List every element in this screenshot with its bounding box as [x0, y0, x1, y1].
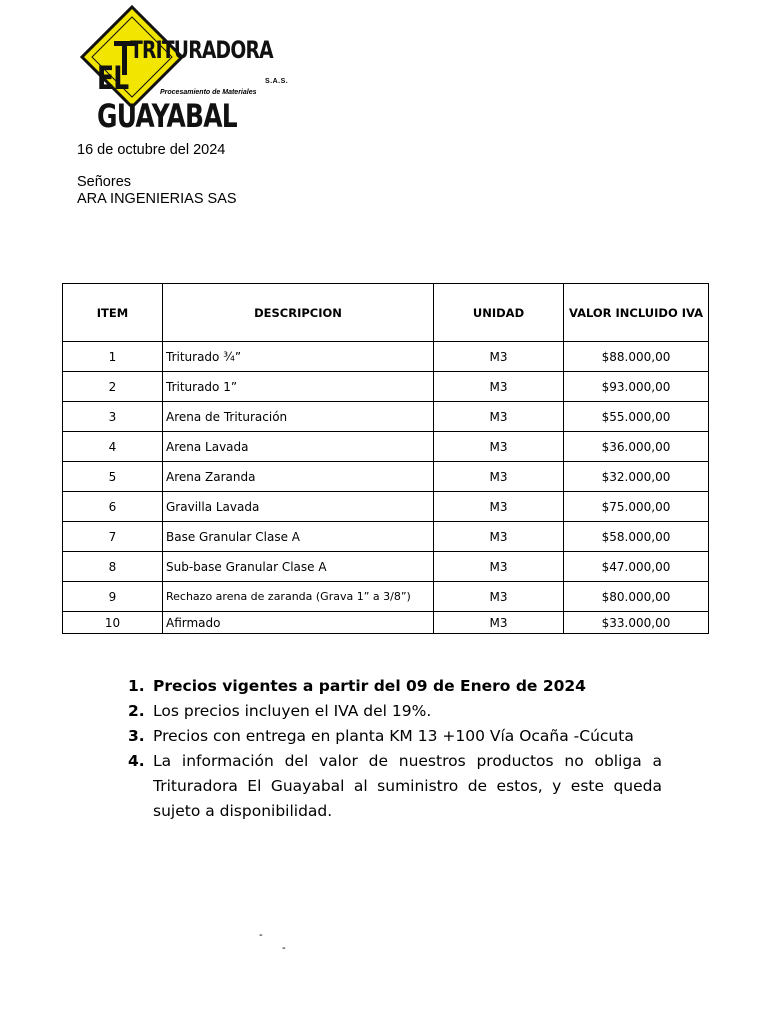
table-row	[63, 492, 709, 522]
cell-description: Afirmado	[163, 612, 434, 634]
cell-item: 2	[63, 372, 163, 402]
cell-value: $33.000,00	[564, 612, 709, 634]
cell-item: 4	[63, 432, 163, 462]
table-header-row	[63, 284, 709, 342]
price-table	[62, 283, 709, 634]
column-header-item: ITEM	[63, 284, 163, 342]
cell-unit: M3	[434, 402, 564, 432]
column-header-unit: UNIDAD	[434, 284, 564, 342]
cell-item: 5	[63, 462, 163, 492]
cell-description: Rechazo arena de zaranda (Grava 1” a 3/8”)	[163, 582, 434, 612]
note-number: 2.	[128, 702, 145, 720]
cell-item: 3	[63, 402, 163, 432]
column-header-description: DESCRIPCION	[163, 284, 434, 342]
note-text: Precios vigentes a partir del 09 de Enero de 2024	[153, 677, 586, 695]
cell-description: Arena de Trituración	[163, 402, 434, 432]
note-text: Precios con entrega en planta KM 13 +100 Vía Ocaña -Cúcuta	[153, 727, 634, 745]
table-row	[63, 432, 709, 462]
letter-salutation: Señores	[77, 174, 132, 190]
cell-value: $88.000,00	[564, 342, 709, 372]
note-number: 4.	[128, 752, 145, 770]
footer-mark: -	[259, 929, 263, 941]
notes-list	[124, 674, 662, 824]
cell-item: 1	[63, 342, 163, 372]
note-text: Los precios incluyen el IVA del 19%.	[153, 702, 432, 720]
company-logo	[80, 5, 295, 135]
cell-value: $36.000,00	[564, 432, 709, 462]
cell-value: $93.000,00	[564, 372, 709, 402]
note-item	[124, 674, 662, 699]
table-row	[63, 372, 709, 402]
cell-unit: M3	[434, 582, 564, 612]
cell-unit: M3	[434, 342, 564, 372]
cell-unit: M3	[434, 432, 564, 462]
cell-value: $55.000,00	[564, 402, 709, 432]
table-row	[63, 522, 709, 552]
cell-item: 10	[63, 612, 163, 634]
table-row	[63, 582, 709, 612]
logo-suffix: S.A.S.	[265, 78, 289, 85]
cell-value: $75.000,00	[564, 492, 709, 522]
table-row	[63, 342, 709, 372]
cell-item: 7	[63, 522, 163, 552]
cell-description: Arena Lavada	[163, 432, 434, 462]
cell-description: Arena Zaranda	[163, 462, 434, 492]
cell-value: $32.000,00	[564, 462, 709, 492]
cell-unit: M3	[434, 612, 564, 634]
cell-unit: M3	[434, 522, 564, 552]
cell-value: $58.000,00	[564, 522, 709, 552]
note-item	[124, 699, 662, 724]
note-number: 3.	[128, 727, 145, 745]
cell-unit: M3	[434, 372, 564, 402]
cell-item: 9	[63, 582, 163, 612]
cell-unit: M3	[434, 462, 564, 492]
cell-item: 8	[63, 552, 163, 582]
cell-description: Base Granular Clase A	[163, 522, 434, 552]
note-number: 1.	[128, 677, 145, 695]
column-header-value: VALOR INCLUIDO IVA	[564, 284, 709, 342]
table-row	[63, 552, 709, 582]
cell-unit: M3	[434, 552, 564, 582]
note-text: La información del valor de nuestros productos no obliga a Trituradora El Guayabal al suministro de estos, y este queda sujeto a disponibilidad.	[153, 752, 662, 820]
footer-mark: -	[282, 942, 286, 954]
note-item	[124, 724, 662, 749]
note-item	[124, 749, 662, 824]
logo-tagline: Procesamiento de Materiales	[160, 89, 257, 96]
table-row	[63, 462, 709, 492]
letter-recipient: ARA INGENIERIAS SAS	[77, 191, 237, 207]
logo-line-2: EL GUAYABAL	[97, 59, 237, 135]
cell-value: $80.000,00	[564, 582, 709, 612]
logo-line-1: TRITURADORA	[130, 36, 273, 64]
cell-description: Triturado ¾”	[163, 342, 434, 372]
cell-description: Gravilla Lavada	[163, 492, 434, 522]
cell-value: $47.000,00	[564, 552, 709, 582]
cell-description: Sub-base Granular Clase A	[163, 552, 434, 582]
letter-date: 16 de octubre del 2024	[77, 142, 226, 158]
table-row	[63, 402, 709, 432]
table-row	[63, 612, 709, 634]
cell-item: 6	[63, 492, 163, 522]
cell-unit: M3	[434, 492, 564, 522]
cell-description: Triturado 1”	[163, 372, 434, 402]
